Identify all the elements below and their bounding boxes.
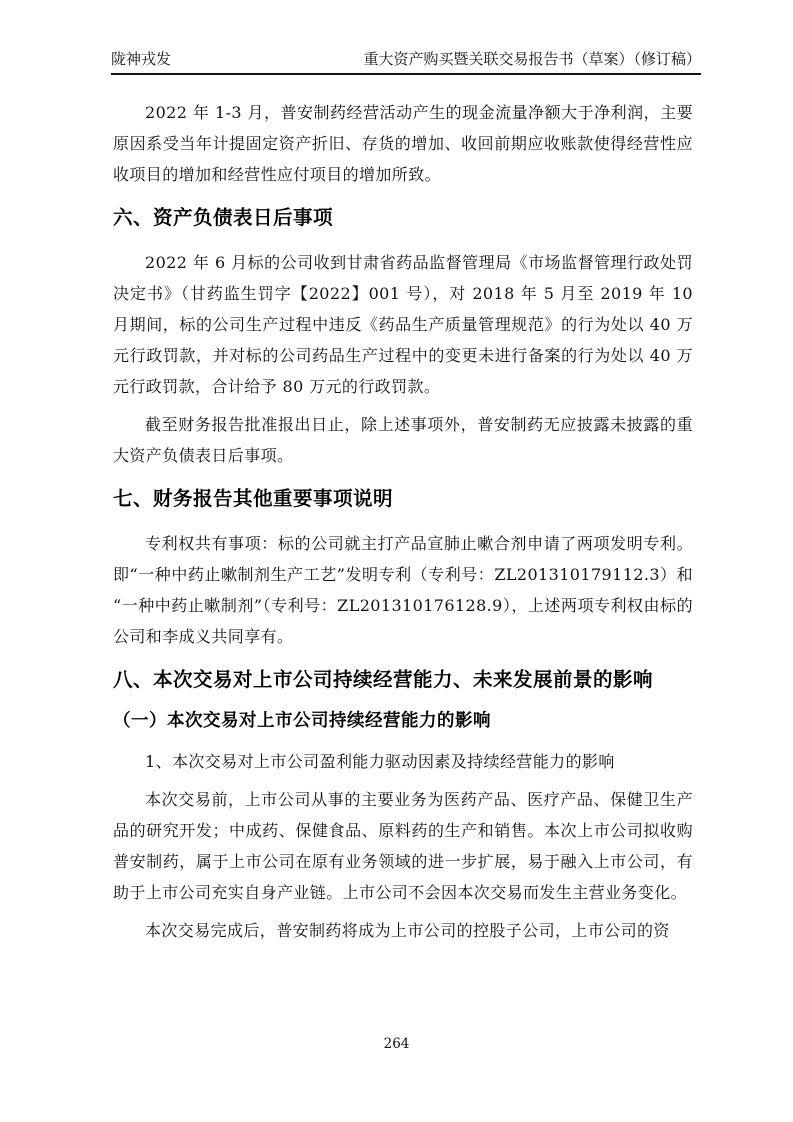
section-heading-8-transaction-impact: 八、本次交易对上市公司持续经营能力、未来发展前景的影响: [113, 668, 654, 691]
paragraph-after-transaction-truncated: 本次交易完成后，普安制药将成为上市公司的控股子公司，上市公司的资: [145, 921, 670, 940]
page-header: [111, 50, 701, 75]
page-number: 264: [383, 1036, 410, 1052]
paragraph-administrative-penalty: 2022 年 6 月标的公司收到甘肃省药品监督管理局《市场监督管理行政处罚决定书》（甘药监生罚字【2022】001 号），对 2018 年 5 月至 2019 年 10 月期间，标的公司生产过程中违反《药品生产质量管理规范》的行为处以 40 万元行政罚款，并对标的公司药品生产过程中的变更未进行备案的行为处以 40 万元行政罚款，合计给予 80 万元的行政罚款。: [113, 253, 693, 396]
header-right-title: 重大资产购买暨关联交易报告书（草案）（修订稿）: [363, 50, 701, 68]
section-heading-6-balance-sheet-events: 六、资产负债表日后事项: [113, 206, 334, 229]
paragraph-business-before-transaction: 本次交易前，上市公司从事的主要业务为医药产品、医疗产品、保健卫生产品的研究开发；中成药、保健食品、原料药的生产和销售。本次上市公司拟收购普安制药，属于上市公司在原有业务领域的进一步扩展，易于融入上市公司，有助于上市公司充实自身产业链。上市公司不会因本次交易而发生主营业务变化。: [113, 790, 693, 902]
document-body: [113, 97, 693, 953]
paragraph-cashflow-explanation: 2022 年 1-3 月，普安制药经营活动产生的现金流量净额大于净利润，主要原因系受当年计提固定资产折旧、存货的增加、收回前期应收账款使得经营性应收项目的增加和经营性应付项目的增加所致。: [113, 103, 693, 184]
paragraph-no-other-events: 截至财务报告批准报出日止，除上述事项外，普安制药无应披露未披露的重大资产负债表日后事项。: [113, 415, 693, 465]
page-footer: [0, 1036, 793, 1052]
header-left-title: 陇神戎发: [111, 50, 172, 68]
subsection-heading-1-continuing-operation-impact: （一）本次交易对上市公司持续经营能力的影响: [113, 711, 491, 731]
section-heading-7-other-important-matters: 七、财务报告其他重要事项说明: [113, 487, 394, 510]
paragraph-patent-co-ownership: 专利权共有事项：标的公司就主打产品宣肺止嗽合剂申请了两项发明专利。即“一种中药止嗽制剂生产工艺”发明专利（专利号：ZL201310179112.3）和“一种中药止嗽制剂”（专利号：ZL201310176128.9），上述两项专利权由标的公司和李成义共同享有。: [113, 534, 693, 646]
paragraph-item-1-profit-drivers: 1、本次交易对上市公司盈利能力驱动因素及持续经营能力的影响: [145, 752, 615, 771]
